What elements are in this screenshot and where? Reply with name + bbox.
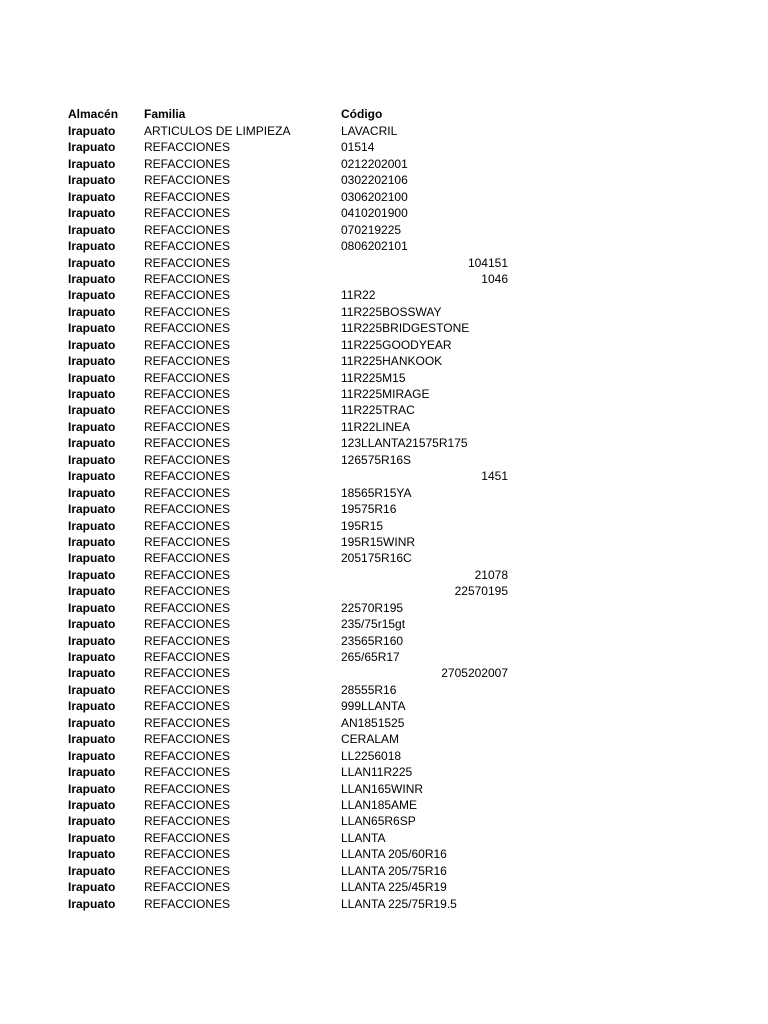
cell-codigo: 195R15WINR bbox=[341, 534, 416, 549]
cell-codigo: 0410201900 bbox=[341, 206, 408, 221]
cell-familia: REFACCIONES bbox=[144, 633, 231, 648]
cell-codigo: 0306202100 bbox=[341, 189, 408, 204]
cell-codigo: 11R225BRIDGESTONE bbox=[341, 321, 470, 336]
cell-familia: REFACCIONES bbox=[144, 222, 231, 237]
cell-codigo: LAVACRIL bbox=[341, 124, 398, 138]
inventory-table bbox=[68, 106, 528, 912]
cell-almacen: Irapuato bbox=[68, 732, 116, 747]
table-row bbox=[68, 304, 528, 320]
cell-almacen: Irapuato bbox=[68, 222, 116, 237]
table-row bbox=[68, 189, 528, 205]
cell-familia: REFACCIONES bbox=[144, 732, 231, 747]
table-row bbox=[68, 485, 528, 501]
cell-codigo: 0212202001 bbox=[341, 156, 408, 171]
cell-familia: REFACCIONES bbox=[144, 518, 231, 533]
cell-almacen: Irapuato bbox=[68, 436, 116, 451]
cell-almacen: Irapuato bbox=[68, 321, 116, 336]
cell-codigo: 11R225MIRAGE bbox=[341, 387, 430, 401]
table-row bbox=[68, 320, 528, 336]
cell-familia: REFACCIONES bbox=[144, 765, 231, 780]
cell-codigo: AN1851525 bbox=[341, 715, 405, 730]
cell-almacen: Irapuato bbox=[68, 156, 116, 171]
table-row bbox=[68, 846, 528, 862]
cell-familia: REFACCIONES bbox=[144, 666, 231, 681]
table-row bbox=[68, 715, 528, 731]
cell-familia: REFACCIONES bbox=[144, 206, 231, 221]
table-row bbox=[68, 452, 528, 468]
cell-almacen: Irapuato bbox=[68, 239, 116, 254]
cell-familia: REFACCIONES bbox=[144, 534, 231, 549]
cell-codigo: 195R15 bbox=[341, 518, 384, 533]
cell-almacen: Irapuato bbox=[68, 666, 116, 681]
cell-codigo: 22570195 bbox=[454, 584, 508, 599]
cell-codigo: LLANTA 205/75R16 bbox=[341, 863, 447, 878]
cell-almacen: Irapuato bbox=[68, 830, 116, 845]
cell-familia: REFACCIONES bbox=[144, 140, 231, 155]
table-row bbox=[68, 518, 528, 534]
table-row bbox=[68, 402, 528, 418]
cell-familia: REFACCIONES bbox=[144, 419, 231, 434]
cell-familia: ARTICULOS DE LIMPIEZA bbox=[144, 124, 291, 138]
table-row bbox=[68, 797, 528, 813]
cell-almacen: Irapuato bbox=[68, 765, 116, 780]
table-row bbox=[68, 748, 528, 764]
cell-almacen: Irapuato bbox=[68, 403, 116, 418]
cell-codigo: 28555R16 bbox=[341, 682, 397, 697]
cell-familia: REFACCIONES bbox=[144, 880, 231, 895]
header-familia: Familia bbox=[144, 107, 186, 121]
cell-almacen: Irapuato bbox=[68, 715, 116, 730]
cell-familia: REFACCIONES bbox=[144, 337, 231, 352]
cell-codigo: 19575R16 bbox=[341, 502, 397, 517]
cell-almacen: Irapuato bbox=[68, 419, 116, 434]
cell-almacen: Irapuato bbox=[68, 814, 116, 829]
cell-codigo: LLAN165WINR bbox=[341, 781, 424, 796]
cell-almacen: Irapuato bbox=[68, 288, 116, 303]
cell-codigo: 11R225M15 bbox=[341, 370, 406, 385]
cell-almacen: Irapuato bbox=[68, 699, 116, 714]
cell-familia: REFACCIONES bbox=[144, 551, 231, 566]
cell-codigo: LLAN11R225 bbox=[341, 765, 413, 780]
cell-familia: REFACCIONES bbox=[144, 682, 231, 697]
cell-almacen: Irapuato bbox=[68, 255, 116, 270]
cell-almacen: Irapuato bbox=[68, 469, 116, 484]
cell-almacen: Irapuato bbox=[68, 880, 116, 895]
cell-familia: REFACCIONES bbox=[144, 370, 231, 385]
table-row bbox=[68, 567, 528, 583]
cell-almacen: Irapuato bbox=[68, 502, 116, 517]
cell-almacen: Irapuato bbox=[68, 173, 116, 188]
table-row bbox=[68, 419, 528, 435]
cell-codigo: 01514 bbox=[341, 140, 375, 155]
cell-codigo: 104151 bbox=[467, 255, 508, 270]
cell-almacen: Irapuato bbox=[68, 748, 116, 763]
cell-almacen: Irapuato bbox=[68, 140, 116, 155]
cell-familia: REFACCIONES bbox=[144, 403, 231, 418]
cell-familia: REFACCIONES bbox=[144, 173, 231, 188]
cell-codigo: 11R225GOODYEAR bbox=[341, 337, 452, 352]
cell-familia: REFACCIONES bbox=[144, 387, 231, 401]
cell-almacen: Irapuato bbox=[68, 485, 116, 500]
cell-almacen: Irapuato bbox=[68, 551, 116, 566]
cell-codigo: LLANTA 225/75R19.5 bbox=[341, 896, 457, 911]
table-row bbox=[68, 205, 528, 221]
cell-codigo: CERALAM bbox=[341, 732, 400, 747]
cell-familia: REFACCIONES bbox=[144, 600, 231, 615]
cell-familia: REFACCIONES bbox=[144, 436, 231, 451]
table-row bbox=[68, 255, 528, 271]
cell-familia: REFACCIONES bbox=[144, 650, 231, 664]
cell-familia: REFACCIONES bbox=[144, 255, 231, 270]
cell-familia: REFACCIONES bbox=[144, 321, 231, 336]
cell-codigo: 070219225 bbox=[341, 222, 402, 237]
table-row bbox=[68, 238, 528, 254]
cell-almacen: Irapuato bbox=[68, 518, 116, 533]
cell-codigo: 11R22 bbox=[341, 288, 376, 303]
cell-familia: REFACCIONES bbox=[144, 469, 231, 484]
table-row bbox=[68, 731, 528, 747]
cell-almacen: Irapuato bbox=[68, 797, 116, 812]
table-row bbox=[68, 501, 528, 517]
cell-familia: REFACCIONES bbox=[144, 567, 231, 582]
table-row bbox=[68, 633, 528, 649]
cell-almacen: Irapuato bbox=[68, 452, 116, 467]
cell-almacen: Irapuato bbox=[68, 847, 116, 862]
cell-almacen: Irapuato bbox=[68, 617, 116, 632]
table-row bbox=[68, 649, 528, 665]
cell-codigo: 23565R160 bbox=[341, 633, 404, 648]
cell-familia: REFACCIONES bbox=[144, 502, 231, 517]
cell-familia: REFACCIONES bbox=[144, 452, 231, 467]
cell-codigo: 11R225TRAC bbox=[341, 403, 415, 418]
cell-familia: REFACCIONES bbox=[144, 715, 231, 730]
cell-almacen: Irapuato bbox=[68, 189, 116, 204]
table-row bbox=[68, 896, 528, 912]
cell-familia: REFACCIONES bbox=[144, 797, 231, 812]
cell-familia: REFACCIONES bbox=[144, 304, 231, 319]
cell-codigo: 0806202101 bbox=[341, 239, 408, 254]
table-row bbox=[68, 123, 528, 139]
cell-codigo: LL2256018 bbox=[341, 748, 402, 763]
cell-almacen: Irapuato bbox=[68, 781, 116, 796]
cell-codigo: 2705202007 bbox=[441, 666, 508, 681]
cell-codigo: LLAN65R6SP bbox=[341, 814, 416, 829]
cell-codigo: 1451 bbox=[481, 469, 508, 484]
cell-almacen: Irapuato bbox=[68, 567, 116, 582]
cell-almacen: Irapuato bbox=[68, 650, 116, 664]
table-body bbox=[68, 123, 528, 912]
cell-almacen: Irapuato bbox=[68, 206, 116, 221]
table-row bbox=[68, 156, 528, 172]
cell-codigo: LLAN185AME bbox=[341, 797, 418, 812]
cell-codigo: 18565R15YA bbox=[341, 485, 412, 500]
cell-codigo: LLANTA bbox=[341, 830, 386, 845]
cell-almacen: Irapuato bbox=[68, 337, 116, 352]
table-row bbox=[68, 139, 528, 155]
cell-almacen: Irapuato bbox=[68, 124, 116, 138]
table-row bbox=[68, 600, 528, 616]
cell-codigo: 205175R16C bbox=[341, 551, 412, 566]
table-row bbox=[68, 353, 528, 369]
cell-almacen: Irapuato bbox=[68, 304, 116, 319]
table-row bbox=[68, 337, 528, 353]
cell-familia: REFACCIONES bbox=[144, 584, 231, 599]
cell-codigo: 11R225HANKOOK bbox=[341, 354, 443, 369]
table-row bbox=[68, 534, 528, 550]
cell-familia: REFACCIONES bbox=[144, 271, 231, 286]
table-row bbox=[68, 370, 528, 386]
cell-familia: REFACCIONES bbox=[144, 830, 231, 845]
table-row bbox=[68, 583, 528, 599]
cell-familia: REFACCIONES bbox=[144, 863, 231, 878]
table-row bbox=[68, 616, 528, 632]
cell-familia: REFACCIONES bbox=[144, 156, 231, 171]
table-row bbox=[68, 222, 528, 238]
table-row bbox=[68, 386, 528, 402]
cell-familia: REFACCIONES bbox=[144, 847, 231, 862]
cell-codigo: 22570R195 bbox=[341, 600, 404, 615]
table-row bbox=[68, 287, 528, 303]
table-row bbox=[68, 698, 528, 714]
cell-codigo: 123LLANTA21575R175 bbox=[341, 436, 468, 451]
cell-almacen: Irapuato bbox=[68, 600, 116, 615]
cell-familia: REFACCIONES bbox=[144, 239, 231, 254]
cell-codigo: LLANTA 225/45R19 bbox=[341, 880, 447, 895]
cell-codigo: 235/75r15gt bbox=[341, 617, 406, 632]
cell-familia: REFACCIONES bbox=[144, 189, 231, 204]
cell-codigo: 11R225BOSSWAY bbox=[341, 304, 442, 319]
table-row bbox=[68, 813, 528, 829]
table-row bbox=[68, 764, 528, 780]
cell-familia: REFACCIONES bbox=[144, 699, 231, 714]
table-row bbox=[68, 879, 528, 895]
cell-almacen: Irapuato bbox=[68, 896, 116, 911]
header-almacen: Almacén bbox=[68, 107, 119, 121]
table-row bbox=[68, 665, 528, 681]
cell-codigo: 999LLANTA bbox=[341, 699, 406, 714]
cell-almacen: Irapuato bbox=[68, 863, 116, 878]
cell-codigo: LLANTA 205/60R16 bbox=[341, 847, 447, 862]
table-row bbox=[68, 830, 528, 846]
cell-codigo: 265/65R17 bbox=[341, 650, 400, 664]
table-row bbox=[68, 550, 528, 566]
cell-codigo: 126575R16S bbox=[341, 452, 412, 467]
cell-familia: REFACCIONES bbox=[144, 781, 231, 796]
cell-familia: REFACCIONES bbox=[144, 896, 231, 911]
cell-codigo: 11R22LINEA bbox=[341, 419, 411, 434]
cell-familia: REFACCIONES bbox=[144, 485, 231, 500]
cell-familia: REFACCIONES bbox=[144, 748, 231, 763]
cell-codigo: 21078 bbox=[474, 567, 508, 582]
table-row bbox=[68, 781, 528, 797]
table-header-row bbox=[68, 106, 528, 123]
table-row bbox=[68, 468, 528, 484]
cell-familia: REFACCIONES bbox=[144, 288, 231, 303]
table-row bbox=[68, 682, 528, 698]
header-codigo: Código bbox=[341, 107, 383, 121]
cell-almacen: Irapuato bbox=[68, 633, 116, 648]
table-row bbox=[68, 172, 528, 188]
cell-almacen: Irapuato bbox=[68, 271, 116, 286]
cell-familia: REFACCIONES bbox=[144, 354, 231, 369]
cell-almacen: Irapuato bbox=[68, 682, 116, 697]
cell-almacen: Irapuato bbox=[68, 387, 116, 401]
cell-almacen: Irapuato bbox=[68, 534, 116, 549]
table-row bbox=[68, 435, 528, 451]
table-row bbox=[68, 271, 528, 287]
cell-almacen: Irapuato bbox=[68, 584, 116, 599]
cell-familia: REFACCIONES bbox=[144, 814, 231, 829]
cell-almacen: Irapuato bbox=[68, 370, 116, 385]
cell-codigo: 1046 bbox=[481, 271, 508, 286]
cell-codigo: 0302202106 bbox=[341, 173, 408, 188]
table-row bbox=[68, 863, 528, 879]
cell-almacen: Irapuato bbox=[68, 354, 116, 369]
cell-familia: REFACCIONES bbox=[144, 617, 231, 632]
